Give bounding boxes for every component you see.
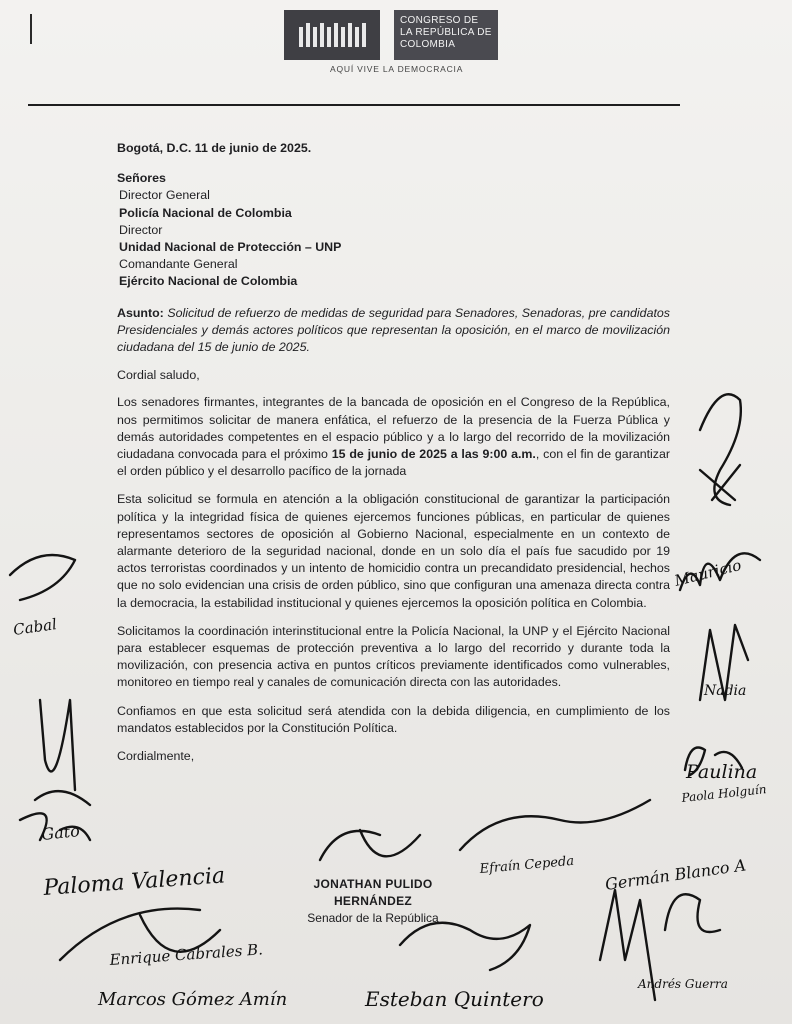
recipient-line: Policía Nacional de Colombia: [119, 205, 292, 220]
signature-stroke: [665, 894, 720, 932]
recipient-line: Unidad Nacional de Protección – UNP: [119, 240, 342, 255]
signature-gato: Gato: [40, 821, 81, 844]
signature-german-blanco: Germán Blanco A: [603, 855, 748, 894]
date-line: Bogotá, D.C. 11 de junio de 2025.: [117, 141, 312, 155]
recipient-line: Director General: [119, 188, 210, 203]
subject-label: Asunto:: [117, 305, 164, 320]
signature-paola-holguin: Paola Holguín: [680, 782, 768, 805]
paragraph-request-part2: , con el fin de garantizar el orden público y el desarrollo pacífico de la jornada: [117, 447, 671, 479]
signature-paloma-valencia: Paloma Valencia: [42, 863, 226, 901]
letterhead-tagline: AQUÍ VIVE LA DEMOCRACIA: [330, 64, 464, 74]
signature-mauricio: Mauricio: [672, 555, 744, 590]
signature-stroke: [10, 555, 75, 600]
recipients-salutation: Señores: [117, 171, 166, 186]
recipient-line: Comandante General: [119, 257, 238, 272]
signature-stroke: [35, 700, 90, 805]
paragraph-justification: Esta solicitud se formula en atención a la obligación constitucional de garantizar la participación política y la integridad física de quienes ejercemos funciones públicas, en particular de quienes representamos sectores de oposición al Gobierno Nacional, especialmente en un contexto de alarmante deterioro de la seguridad nacional, donde en un solo día el país fue sacudido por 19 actos terroristas coordinados y un intento de homicidio contra un precandidato presidencial, hechos que no solo evidencian una crisis de orden público, sino que configuran una amenaza directa contra la democracia, la estabilidad institucional y quienes ejercemos la oposición política en Colombia.: [117, 492, 670, 610]
signature-stroke: [400, 923, 530, 970]
signature-cabal: Cabal: [12, 615, 58, 639]
signature-stroke: [320, 830, 420, 860]
signature-esteban-quintero: Esteban Quintero: [365, 987, 544, 1011]
recipient-line: Director: [119, 222, 163, 237]
closing: Cordialmente,: [117, 749, 195, 764]
signer-name: JONATHAN PULIDO HERNÁNDEZ: [313, 877, 433, 908]
paragraph-request-part1: Los senadores firmantes, integrantes de la bancada de oposición en el Congreso de la República, nos permitimos solicitar de manera enfática, el refuerzo de la presencia de la Fuerza Pública y demás autoridades competentes en el espacio público y a lo largo del recorrido de la movilización ciudadana convocada para el próximo: [117, 395, 670, 462]
greeting: Cordial saludo,: [117, 368, 200, 383]
recipient-line: Ejército Nacional de Colombia: [119, 274, 298, 289]
paragraph-coordination: Solicitamos la coordinación interinstitucional entre la Policía Nacional, la UNP y el Ejército Nacional para establecer esquemas de protección preventiva a lo largo del recorrido y durante toda la movilización, con presencia activa en puntos críticos previamente identificados como vulnerables, monitoreo en tiempo real y canales de comunicación directa con las autoridades.: [117, 623, 670, 690]
signature-stroke: [460, 800, 650, 850]
signature-marcos-gomez: Marcos Gómez Amín: [98, 989, 288, 1010]
signature-efrain-cepeda: Efraín Cepeda: [479, 853, 575, 877]
letterhead-brand: CONGRESO DE LA REPÚBLICA DE COLOMBIA: [394, 10, 498, 60]
paragraph-request-date: 15 de junio de 2025 a las 9:00 a.m.: [331, 447, 536, 462]
signature-andres-guerra: Andrés Guerra: [638, 977, 728, 991]
paragraph-confidence: Confiamos en que esta solicitud será atendida con la debida diligencia, en cumplimiento de los mandatos establecidos por la Constitución Política.: [117, 703, 670, 735]
signature-nadia: Nadia: [704, 683, 747, 699]
subject-text: Solicitud de refuerzo de medidas de seguridad para Senadores, Senadoras, pre candidatos Presidenciales y demás actores políticos que representan la oposición, en el marco de movilización ciudadana del 15 de junio de 2025.: [117, 305, 670, 355]
signature-enrique-cabrales: Enrique Cabrales B.: [109, 940, 264, 969]
signature-paulina: Paulina: [686, 761, 758, 783]
signer-title: Senador de la República: [307, 911, 439, 925]
